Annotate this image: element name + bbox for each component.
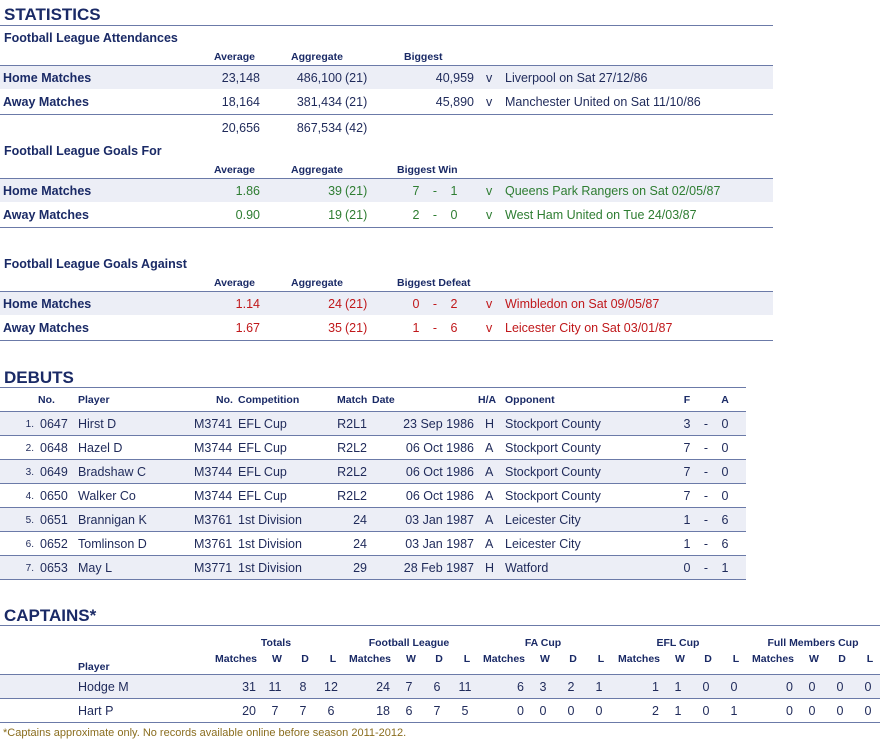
header-biggest: Biggest Defeat [397, 277, 471, 289]
debut-date: 06 Oct 1986 [405, 441, 474, 455]
captain-stat-value: 0 [864, 704, 872, 718]
debut-player-name: Bradshaw C [78, 465, 147, 479]
captain-sub-header: Matches [482, 653, 525, 665]
debut-score-dash: - [703, 537, 709, 551]
debut-competition: 1st Division [238, 537, 302, 551]
captain-stat-value: 2 [652, 704, 659, 718]
debut-header-player: Player [78, 394, 110, 406]
debut-player-number: 0649 [40, 465, 68, 479]
aggregate-value: 35 [328, 321, 342, 335]
captains-footnote: *Captains approximate only. No records available online before season 2011-2012. [3, 727, 407, 739]
games-count: (21) [345, 71, 368, 85]
biggest-crowd: 40,959 [435, 71, 474, 85]
versus-label: v [486, 71, 493, 85]
debut-match: 29 [353, 561, 367, 575]
debut-score-for: 3 [683, 417, 691, 431]
debut-row-rule [0, 483, 746, 484]
captain-stat-value: 0 [702, 680, 710, 694]
debut-index: 7. [25, 563, 34, 574]
debut-player-name: Hirst D [78, 417, 117, 431]
debut-date: 03 Jan 1987 [405, 513, 474, 527]
captain-stat-value: 7 [299, 704, 307, 718]
captain-stat-value: 6 [433, 680, 441, 694]
score-for: 2 [412, 208, 420, 222]
debut-home-away: A [485, 465, 494, 479]
captain-stat-value: 6 [517, 680, 524, 694]
debut-home-away: H [485, 561, 495, 575]
attendances-title: Football League Attendances [4, 31, 178, 45]
score-dash: - [432, 297, 438, 311]
captain-stat-value: 11 [268, 680, 282, 694]
debut-date: 06 Oct 1986 [405, 465, 474, 479]
opponent-detail: Leicester City on Sat 03/01/87 [505, 321, 673, 335]
debut-header-match-no: No. [216, 394, 233, 406]
debut-player-name: Hazel D [78, 441, 123, 455]
debut-date: 23 Sep 1986 [403, 417, 474, 431]
debut-player-number: 0650 [40, 489, 68, 503]
debut-opponent: Leicester City [505, 513, 581, 527]
debuts-title-rule [0, 387, 746, 388]
row-label: Home Matches [3, 297, 92, 311]
captain-stat-value: 18 [376, 704, 390, 718]
debut-home-away: A [485, 513, 494, 527]
debut-row-rule [0, 531, 746, 532]
captain-sub-header: Matches [617, 653, 660, 665]
debut-score-against: 0 [721, 489, 729, 503]
debut-date: 06 Oct 1986 [405, 489, 474, 503]
captain-stat-value: 11 [458, 680, 472, 694]
debut-index: 6. [25, 539, 34, 550]
debut-home-away: A [485, 537, 494, 551]
captain-stat-value: 12 [324, 680, 338, 694]
debut-player-number: 0653 [40, 561, 68, 575]
captain-stat-value: 0 [836, 680, 844, 694]
debut-player-number: 0647 [40, 417, 68, 431]
captain-stat-value: 7 [405, 680, 413, 694]
debut-score-against: 6 [721, 513, 729, 527]
captain-stat-value: 0 [786, 704, 793, 718]
versus-label: v [486, 184, 493, 198]
header-aggregate: Aggregate [291, 277, 343, 289]
captain-sub-header: Matches [751, 653, 794, 665]
opponent-detail: Queens Park Rangers on Sat 02/05/87 [505, 184, 721, 198]
debut-match-number: M3744 [194, 441, 233, 455]
captain-stat-value: 2 [567, 680, 575, 694]
games-count: (21) [345, 208, 368, 222]
biggest-crowd: 45,890 [435, 95, 474, 109]
total-average: 20,656 [221, 121, 260, 135]
debut-match-number: M3761 [194, 537, 233, 551]
captain-sub-header: D [435, 653, 443, 665]
debut-score-for: 1 [683, 513, 691, 527]
debut-competition: EFL Cup [238, 465, 287, 479]
debut-score-against: 1 [721, 561, 729, 575]
header-biggest: Biggest Win [397, 164, 458, 176]
stat-row-rule-bottom [0, 340, 773, 341]
debut-score-against: 0 [721, 441, 729, 455]
score-for: 1 [412, 321, 420, 335]
debut-match: R2L2 [337, 489, 367, 503]
total-games: (42) [345, 121, 368, 135]
captain-stat-value: 0 [702, 704, 710, 718]
debut-player-number: 0652 [40, 537, 68, 551]
games-count: (21) [345, 184, 368, 198]
captain-stat-value: 1 [730, 704, 738, 718]
captains-bottom-rule [0, 722, 880, 723]
captain-stat-value: 0 [595, 704, 603, 718]
captain-sub-header: D [569, 653, 577, 665]
debut-home-away: A [485, 441, 494, 455]
captain-stat-value: 3 [539, 680, 547, 694]
aggregate-value: 39 [328, 184, 342, 198]
debut-score-for: 7 [683, 489, 691, 503]
debut-match: 24 [353, 537, 367, 551]
opponent-detail: Liverpool on Sat 27/12/86 [505, 71, 648, 85]
captain-sub-header: Matches [348, 653, 391, 665]
debut-opponent: Stockport County [505, 465, 601, 479]
debut-score-for: 7 [683, 441, 691, 455]
row-label: Home Matches [3, 71, 92, 85]
debut-opponent: Leicester City [505, 537, 581, 551]
debut-player-name: May L [78, 561, 113, 575]
captain-sub-header: L [329, 653, 337, 665]
debut-competition: 1st Division [238, 561, 302, 575]
debut-opponent: Stockport County [505, 441, 601, 455]
captain-group-header: Totals [260, 637, 292, 649]
captain-stat-value: 8 [299, 680, 307, 694]
captain-stat-value: 6 [405, 704, 413, 718]
opponent-detail: Wimbledon on Sat 09/05/87 [505, 297, 660, 311]
captain-stat-value: 5 [461, 704, 469, 718]
debut-index: 5. [25, 515, 34, 526]
row-label: Away Matches [3, 95, 89, 109]
debut-home-away: H [485, 417, 495, 431]
debut-opponent: Watford [505, 561, 549, 575]
opponent-detail: Manchester United on Sat 11/10/86 [505, 95, 701, 109]
score-against: 0 [450, 208, 458, 222]
score-dash: - [432, 184, 438, 198]
debut-header-date: Date [372, 394, 395, 406]
aggregate-value: 24 [328, 297, 342, 311]
captain-sub-header: L [463, 653, 471, 665]
debut-match: R2L2 [337, 465, 367, 479]
debut-date: 28 Feb 1987 [403, 561, 474, 575]
aggregate-value: 19 [328, 208, 342, 222]
statistics-title: STATISTICS [4, 5, 101, 24]
score-dash: - [432, 208, 438, 222]
debut-player-number: 0648 [40, 441, 68, 455]
captain-stat-value: 7 [433, 704, 441, 718]
average-value: 1.67 [235, 321, 260, 335]
goals_for-title: Football League Goals For [4, 144, 162, 158]
debut-home-away: A [485, 489, 494, 503]
captain-group-header: EFL Cup [656, 637, 700, 649]
debut-header-competition: Competition [238, 394, 300, 406]
header-biggest: Biggest [404, 51, 443, 63]
average-value: 23,148 [221, 71, 260, 85]
debut-score-for: 0 [683, 561, 691, 575]
debut-match-number: M3744 [194, 465, 233, 479]
debut-date: 03 Jan 1987 [405, 537, 474, 551]
debut-player-name: Brannigan K [78, 513, 147, 527]
captain-sub-header: L [866, 653, 874, 665]
versus-label: v [486, 321, 493, 335]
score-against: 6 [450, 321, 458, 335]
average-value: 1.14 [235, 297, 260, 311]
row-label: Home Matches [3, 184, 92, 198]
captain-stat-value: 0 [808, 704, 816, 718]
debut-score-for: 1 [683, 537, 691, 551]
score-against: 2 [450, 297, 458, 311]
debut-header-match: Match [337, 394, 368, 406]
debut-score-against: 6 [721, 537, 729, 551]
captain-stat-value: 0 [786, 680, 793, 694]
debut-index: 2. [25, 443, 34, 454]
captain-stat-value: 24 [376, 680, 390, 694]
debut-opponent: Stockport County [505, 417, 601, 431]
debuts-title: DEBUTS [4, 368, 74, 387]
captain-sub-header: D [838, 653, 846, 665]
captain-sub-header: W [540, 653, 550, 665]
games-count: (21) [345, 321, 368, 335]
row-label: Away Matches [3, 321, 89, 335]
debut-header-ha: H/A [478, 394, 497, 406]
debut-match-number: M3741 [194, 417, 233, 431]
debut-match-number: M3771 [194, 561, 233, 575]
versus-label: v [486, 95, 493, 109]
statistics-title-rule [0, 25, 773, 26]
score-against: 1 [450, 184, 458, 198]
captain-stat-value: 1 [674, 704, 682, 718]
captain-row-rule [0, 698, 880, 699]
header-aggregate: Aggregate [291, 51, 343, 63]
debut-score-for: 7 [683, 465, 691, 479]
debut-score-dash: - [703, 441, 709, 455]
debut-score-dash: - [703, 561, 709, 575]
captain-stat-value: 0 [539, 704, 547, 718]
debut-match-number: M3744 [194, 489, 233, 503]
total-aggregate: 867,534 [296, 121, 342, 135]
debut-index: 4. [25, 491, 34, 502]
debut-player-name: Walker Co [78, 489, 136, 503]
debut-header-a: A [721, 394, 729, 406]
captain-stat-value: 0 [517, 704, 524, 718]
header-average: Average [213, 164, 255, 176]
debut-score-against: 0 [721, 417, 729, 431]
score-for: 0 [412, 297, 420, 311]
debut-player-number: 0651 [40, 513, 68, 527]
captain-group-header: Full Members Cup [767, 637, 859, 649]
debut-competition: EFL Cup [238, 489, 287, 503]
versus-label: v [486, 208, 493, 222]
captain-group-header: FA Cup [524, 637, 562, 649]
debut-competition: 1st Division [238, 513, 302, 527]
captain-stat-value: 6 [327, 704, 335, 718]
stat-row-rule-bottom [0, 114, 773, 115]
debut-header-f: F [683, 394, 691, 406]
debut-header-no: No. [38, 394, 55, 406]
header-average: Average [213, 51, 255, 63]
average-value: 1.86 [235, 184, 260, 198]
debut-index: 3. [25, 467, 34, 478]
captain-sub-header: W [406, 653, 416, 665]
captain-stat-value: 0 [567, 704, 575, 718]
header-aggregate: Aggregate [291, 164, 343, 176]
score-dash: - [432, 321, 438, 335]
debut-score-dash: - [703, 513, 709, 527]
debut-opponent: Stockport County [505, 489, 601, 503]
captain-sub-header: W [272, 653, 282, 665]
debut-match: R2L2 [337, 441, 367, 455]
debuts-bottom-rule [0, 579, 746, 580]
games-count: (21) [345, 95, 368, 109]
opponent-detail: West Ham United on Tue 24/03/87 [505, 208, 697, 222]
debut-competition: EFL Cup [238, 417, 287, 431]
captain-sub-header: W [675, 653, 685, 665]
debut-player-name: Tomlinson D [78, 537, 147, 551]
captain-sub-header: D [704, 653, 712, 665]
captain-sub-header: Matches [214, 653, 257, 665]
versus-label: v [486, 297, 493, 311]
games-count: (21) [345, 297, 368, 311]
captain-stat-value: 1 [674, 680, 682, 694]
debut-competition: EFL Cup [238, 441, 287, 455]
row-label: Away Matches [3, 208, 89, 222]
captain-sub-header: L [732, 653, 740, 665]
aggregate-value: 486,100 [296, 71, 342, 85]
debut-match: 24 [353, 513, 367, 527]
captain-sub-header: W [809, 653, 819, 665]
average-value: 0.90 [235, 208, 260, 222]
score-for: 7 [412, 184, 420, 198]
captain-sub-header: D [301, 653, 309, 665]
debut-match-number: M3761 [194, 513, 233, 527]
captain-sub-header: L [597, 653, 605, 665]
captain-stat-value: 0 [864, 680, 872, 694]
debut-index: 1. [25, 419, 34, 430]
captain-name: Hodge M [78, 680, 129, 694]
stat-row-band [0, 66, 773, 89]
captain-stat-value: 0 [836, 704, 844, 718]
debut-score-against: 0 [721, 465, 729, 479]
captain-stat-value: 0 [730, 680, 738, 694]
captain-stat-value: 7 [271, 704, 279, 718]
captain-stat-value: 20 [242, 704, 256, 718]
header-average: Average [213, 277, 255, 289]
stat-row-rule-bottom [0, 227, 773, 228]
captain-stat-value: 0 [808, 680, 816, 694]
captain-header-player: Player [78, 661, 110, 673]
captains-title: CAPTAINS* [4, 606, 97, 625]
debut-score-dash: - [703, 465, 709, 479]
goals_against-title: Football League Goals Against [4, 257, 187, 271]
captains-title-rule [0, 625, 880, 626]
debut-score-dash: - [703, 417, 709, 431]
captain-stat-value: 31 [242, 680, 256, 694]
debut-row-rule [0, 435, 746, 436]
captain-stat-value: 1 [595, 680, 603, 694]
debut-match: R2L1 [337, 417, 367, 431]
aggregate-value: 381,434 [296, 95, 342, 109]
captain-name: Hart P [78, 704, 114, 718]
average-value: 18,164 [221, 95, 260, 109]
captain-stat-value: 1 [652, 680, 659, 694]
captain-group-header: Football League [368, 637, 450, 649]
debut-score-dash: - [703, 489, 709, 503]
debut-header-opponent: Opponent [505, 394, 555, 406]
